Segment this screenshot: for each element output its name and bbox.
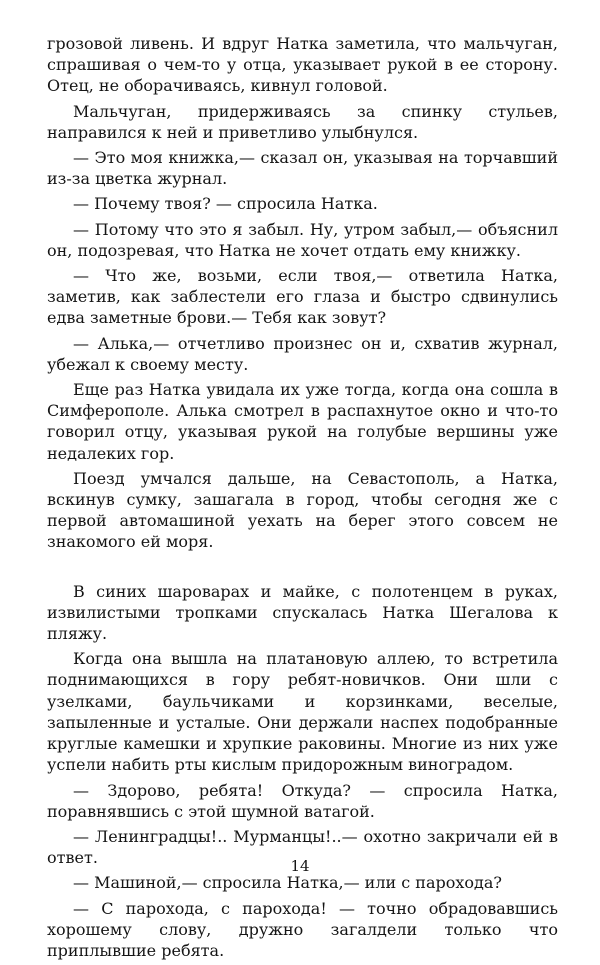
paragraph-11: Когда она вышла на платановую аллею, то встретила поднимающихся в гору ребят-новичков. Они шли с узелками, баульчиками и корзинками, веселые, запыленные и усталые. Они держали наспех подобранные круглые камешки и хрупкие раковины. Многие из них уже успели набить рты кислым придорожным виноградом. bbox=[47, 649, 558, 775]
paragraph-6: — Что же, возьми, если твоя,— ответила Натка, заметив, как заблестели его глаза и быстро сдвинулись едва заметные брови.— Тебя как зовут? bbox=[47, 266, 558, 328]
paragraph-5: — Потому что это я забыл. Ну, утром забыл,— объяснил он, подозревая, что Натка не хочет отдать ему книжку. bbox=[47, 219, 558, 260]
paragraph-1: грозовой ливень. И вдруг Натка заметила, что мальчуган, спрашивая о чем-то у отца, указывает рукой в ее сторону. Отец, не оборачиваясь, кивнул головой. bbox=[47, 34, 558, 96]
section-break bbox=[47, 557, 558, 581]
paragraph-4: — Почему твоя? — спросила Натка. bbox=[73, 194, 378, 214]
page-body bbox=[47, 33, 558, 965]
paragraph-14: — Машиной,— спросила Натка,— или с парохода? bbox=[73, 873, 502, 893]
paragraph-7: — Алька,— отчетливо произнес он и, схватив журнал, убежал к своему месту. bbox=[47, 333, 558, 374]
paragraph-3: — Это моя книжка,— сказал он, указывая на торчавший из-за цветка журнал. bbox=[47, 148, 558, 189]
paragraph-13: — Ленинградцы!.. Мурманцы!..— охотно закричали ей в ответ. bbox=[47, 826, 558, 868]
paragraph-9: Поезд умчался дальше, на Севастополь, а Натка, вскинув сумку, зашагала в город, чтобы сегодня же с первой автомашиной уехать на берег этого совсем не знакомого ей моря. bbox=[47, 468, 558, 552]
page-number: 14 bbox=[290, 857, 310, 875]
paragraph-12: — Здорово, ребята! Откуда? — спросила Натка, поравнявшись с этой шумной ватагой. bbox=[47, 780, 558, 821]
paragraph-2: Мальчуган, придерживаясь за спинку стульев, направился к ней и приветливо улыбнулся. bbox=[47, 101, 558, 142]
paragraph-8: Еще раз Натка увидала их уже тогда, когда она сошла в Симферополе. Алька смотрел в распахнутое окно и что-то говорил отцу, указывая рукой на голубые вершины уже недалеких гор. bbox=[47, 380, 558, 463]
paragraph-15: — С парохода, с парохода! — точно обрадовавшись хорошему слову, дружно загалдели только что приплывшие ребята. bbox=[47, 898, 558, 960]
paragraph-10: В синих шароварах и майке, с полотенцем в руках, извилистыми тропками спускалась Натка Шегалова к пляжу. bbox=[47, 581, 558, 644]
